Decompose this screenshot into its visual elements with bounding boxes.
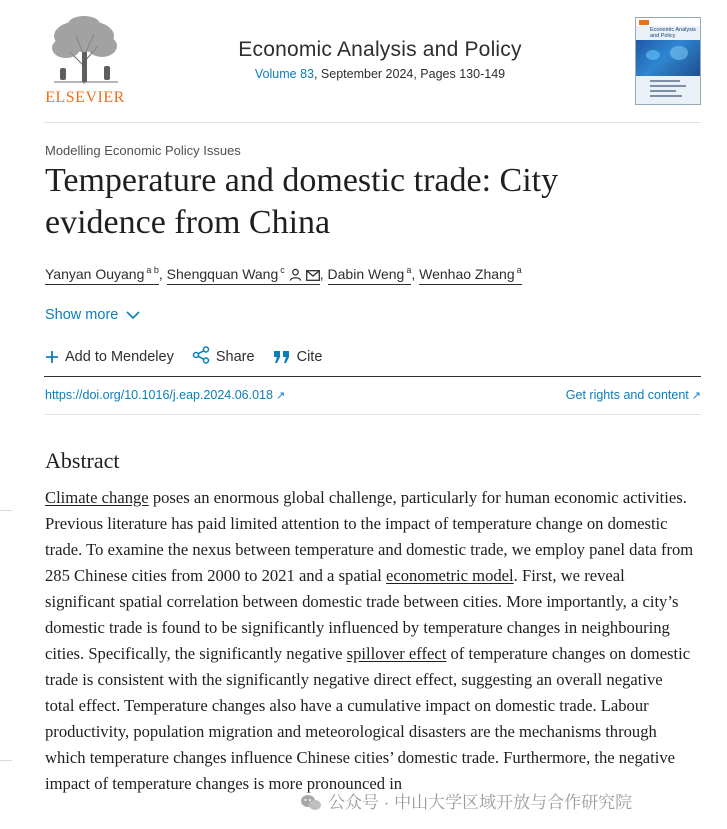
show-more-label: Show more bbox=[45, 307, 119, 323]
header-divider bbox=[44, 122, 701, 123]
share-icon bbox=[192, 346, 210, 364]
chevron-down-icon bbox=[126, 311, 140, 320]
elsevier-logo[interactable] bbox=[44, 16, 126, 108]
author-affiliation: a bbox=[406, 265, 412, 275]
abstract-text: Climate change poses an enormous global challenge, particularly for human economic activities. Previous literature has paid limited attention to the impact of temperature change on domestic trade. To examine the nexus between temperature and domestic trade, we employ panel data from 285 Chinese cities from 2000 to 2021 and a spatial econometric model. First, we reveal significant spatial correlation between domestic trade between cities. More importantly, a city’s domestic trade is found to be significantly influenced by temperature changes in neighbouring cities. Specifically, the significantly negative spillover effect of temperature changes on domestic trade is consistent with the significantly negative direct effect, suggesting an overall negative total effect. Temperature changes also have a cumulative impact on domestic trade. Labour productivity, population migration and meteorological disasters are the mechanisms through which temperature changes influence Chinese cities’ domestic trade. Furthermore, the negative impact of temperature changes is more pronounced in bbox=[45, 488, 694, 793]
issue-meta bbox=[150, 67, 610, 81]
person-icon bbox=[289, 268, 302, 281]
cover-image bbox=[636, 40, 700, 76]
journal-cover-thumbnail[interactable] bbox=[635, 17, 701, 105]
wechat-watermark: 公众号 · 中山大学区域开放与合作研究院 bbox=[300, 788, 632, 813]
abstract-heading: Abstract bbox=[45, 448, 120, 473]
mendeley-label: Add to Mendeley bbox=[65, 349, 174, 365]
journal-header bbox=[0, 0, 727, 122]
external-link-icon: ↗ bbox=[275, 390, 286, 402]
doi-divider bbox=[44, 376, 701, 377]
volume-link[interactable]: Volume 83 bbox=[254, 67, 314, 81]
external-link-icon: ↗ bbox=[691, 390, 701, 402]
elsevier-wordmark: ELSEVIER bbox=[45, 89, 125, 106]
journal-title[interactable]: Economic Analysis and Policy bbox=[238, 38, 522, 61]
share-button[interactable] bbox=[192, 346, 255, 365]
journal-info bbox=[150, 38, 610, 81]
author-link[interactable]: Yanyan Ouyang $^{a b}$ bbox=[45, 266, 159, 285]
topic-link-spillover-effect[interactable]: spillover effect bbox=[346, 644, 447, 663]
author-link[interactable]: Shengquan Wang $^c$ bbox=[167, 266, 320, 285]
doi-link[interactable]: https://doi.org/10.1016/j.eap.2024.06.018 ↗ bbox=[45, 388, 286, 402]
article-title: Temperature and domestic trade: City evidence from China bbox=[45, 162, 559, 241]
author-link[interactable]: Wenhao Zhang $^a$ bbox=[419, 266, 522, 285]
issue-details: , September 2024, Pages 130-149 bbox=[313, 67, 506, 81]
show-more-button[interactable] bbox=[45, 307, 140, 323]
topic-link-econometric-model[interactable]: econometric model bbox=[386, 566, 514, 585]
article-actions bbox=[45, 346, 336, 365]
rights-link[interactable]: Get rights and content ↗ bbox=[565, 388, 701, 402]
author-link[interactable]: Dabin Weng $^a$ bbox=[328, 266, 412, 285]
plus-icon bbox=[45, 350, 59, 364]
cover-title: Economic Analysis and Policy bbox=[650, 27, 696, 39]
abstract-divider bbox=[44, 414, 701, 415]
wechat-icon bbox=[300, 794, 322, 812]
left-gutter-mark bbox=[0, 510, 12, 511]
author-affiliation: c bbox=[280, 265, 285, 275]
left-gutter-mark bbox=[0, 760, 12, 761]
cite-label: Cite bbox=[296, 349, 323, 365]
author-affiliation: a b bbox=[146, 265, 159, 275]
author-affiliation: a bbox=[516, 265, 522, 275]
cover-logo bbox=[639, 20, 649, 25]
share-label: Share bbox=[215, 349, 255, 365]
author-list: Yanyan Ouyang $^{a b}$, Shengquan Wang $^c$ , Dabin Weng $^a$, Wenhao Zhang $^a$ bbox=[45, 265, 522, 282]
topic-link-climate-change[interactable]: Climate change bbox=[45, 488, 149, 507]
cover-text-lines bbox=[650, 80, 690, 100]
elsevier-tree-icon bbox=[48, 16, 122, 86]
add-to-mendeley-button[interactable] bbox=[45, 349, 174, 365]
mail-icon bbox=[306, 270, 320, 281]
cite-button[interactable] bbox=[273, 349, 323, 365]
article-section: Modelling Economic Policy Issues bbox=[45, 143, 241, 158]
quote-icon bbox=[273, 350, 291, 364]
